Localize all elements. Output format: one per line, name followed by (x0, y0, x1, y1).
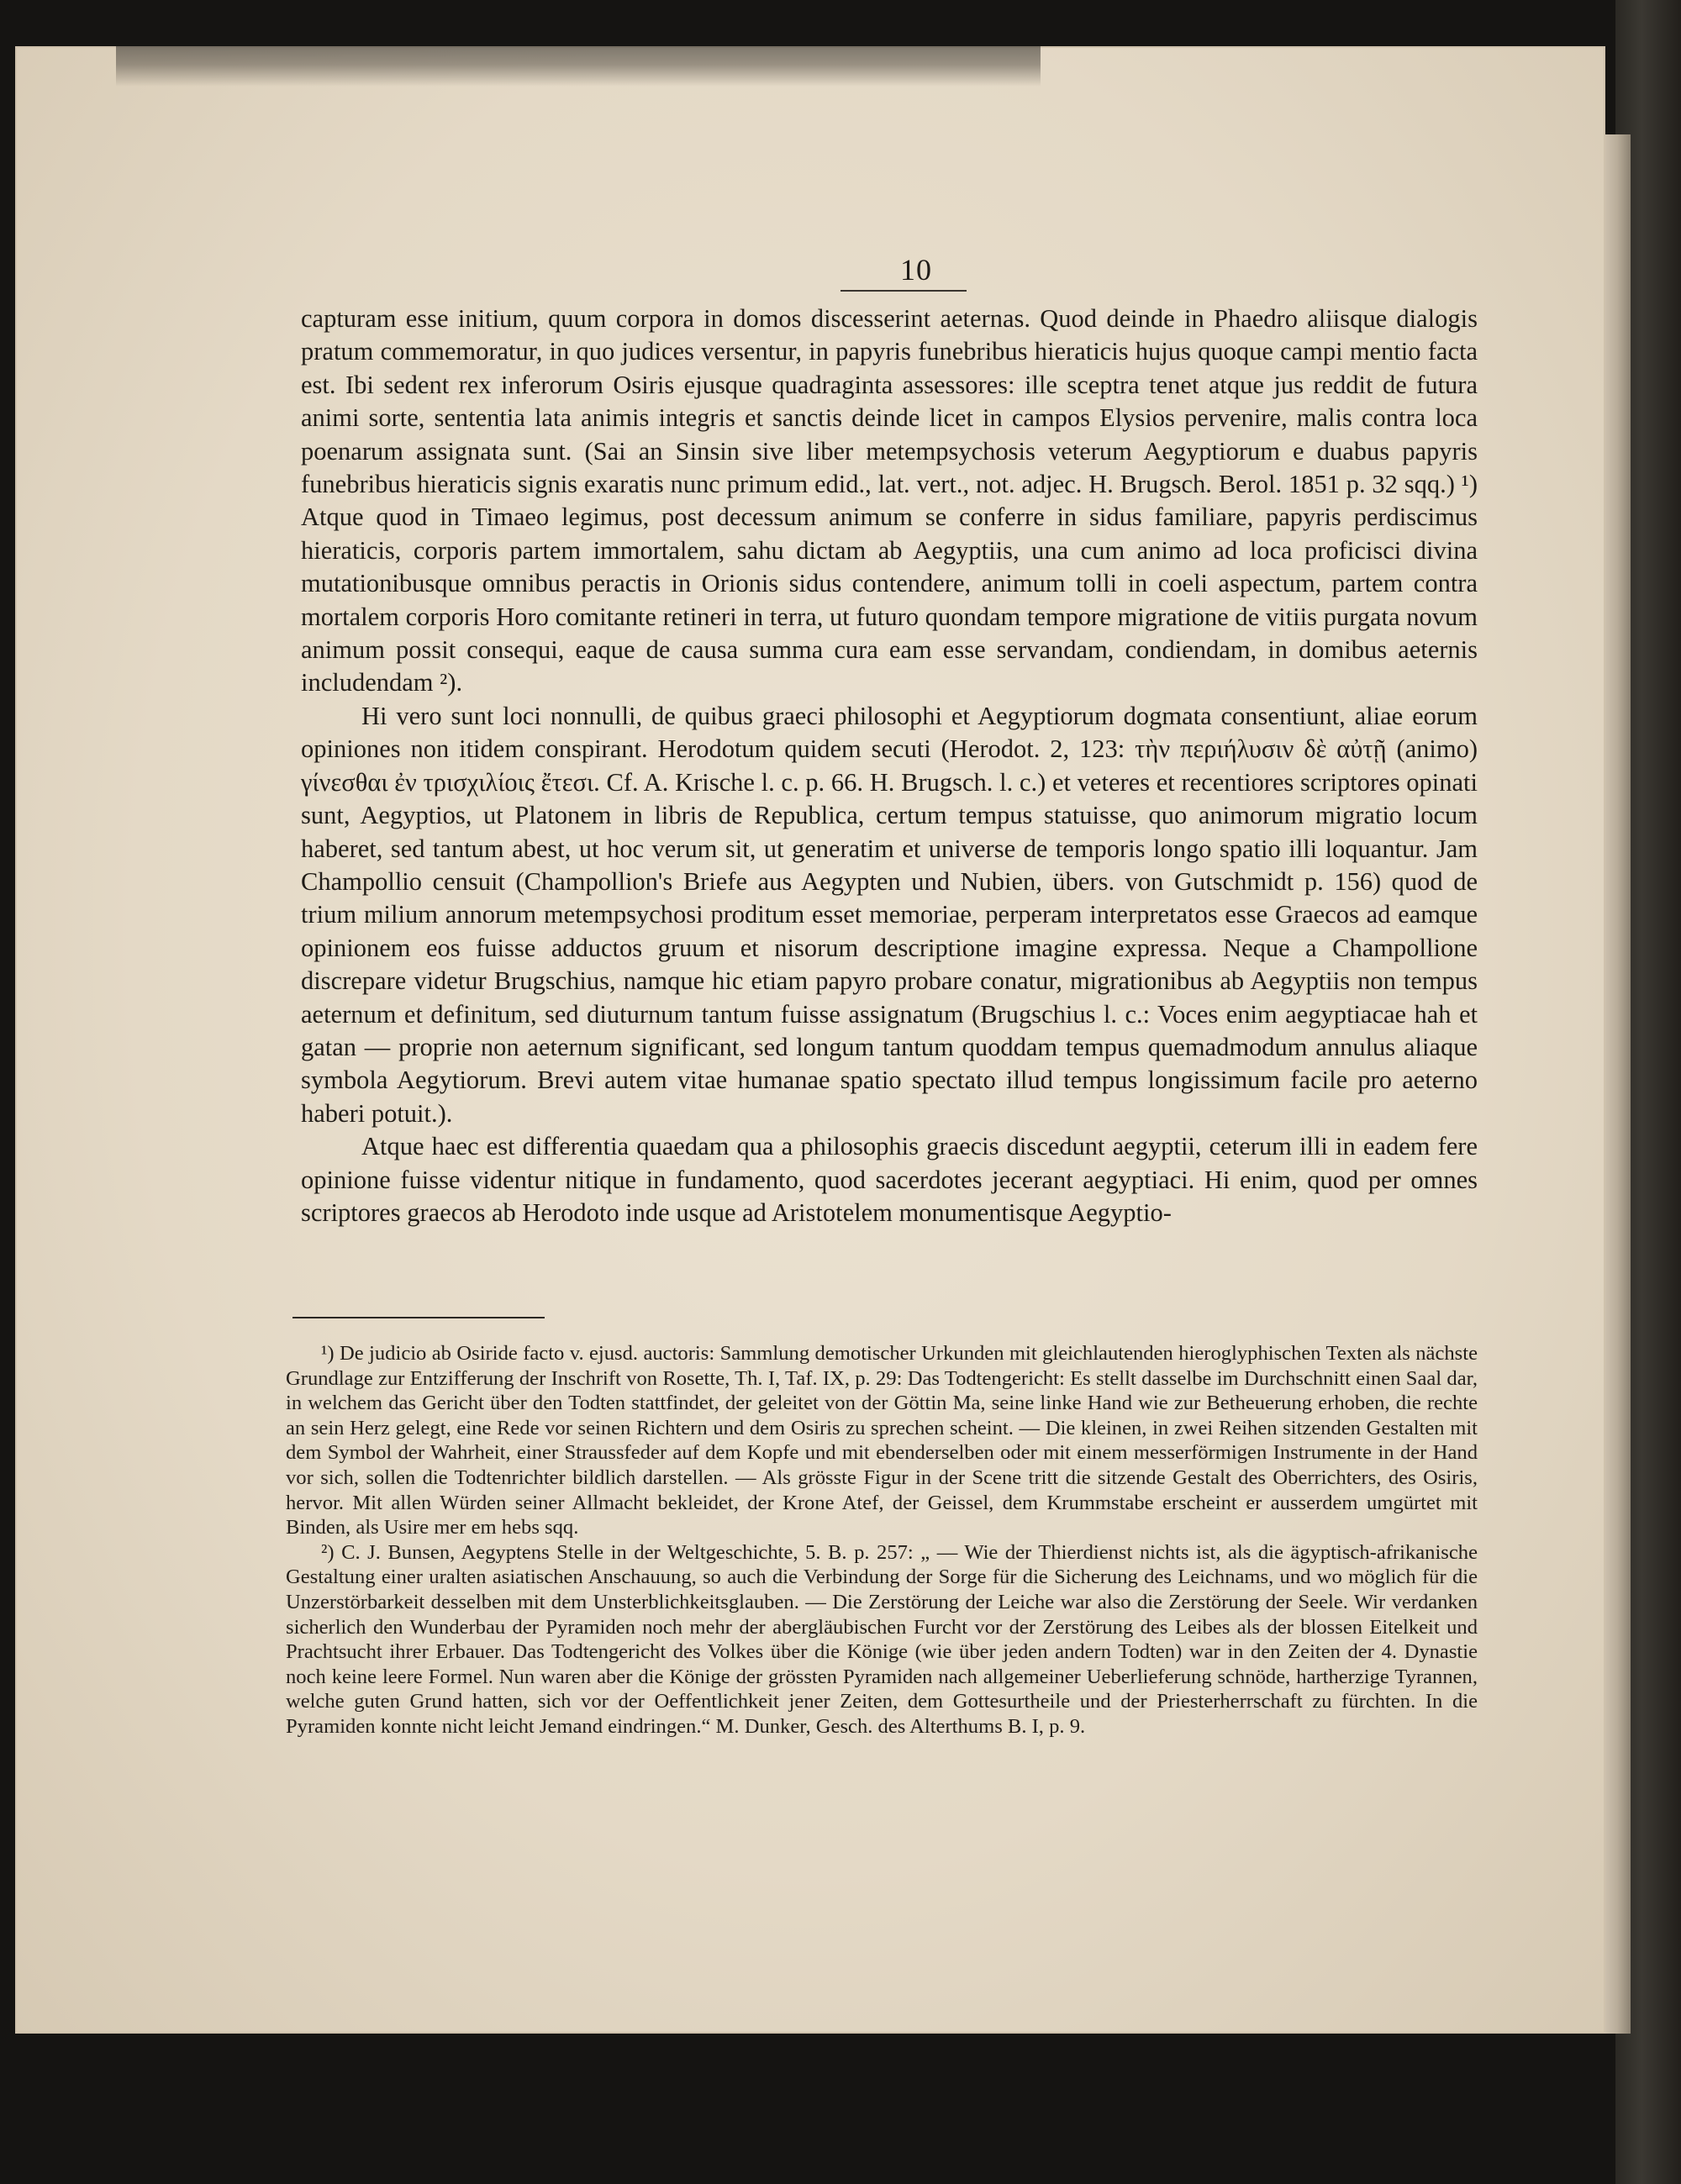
main-text (301, 303, 1478, 1229)
page-number-rule (840, 290, 967, 292)
page-number: 10 (900, 253, 932, 287)
body-paragraph-2: Hi vero sunt loci nonnulli, de quibus graeci philosophi et Aegyptiorum dogmata consentiunt, aliae eorum opiniones non itidem conspirant. Herodotum quidem secuti (Herodot. 2, 123: τὴν περιήλυσιν δὲ αὐτῇ (animo) γίνεσθαι ἐν τρισχιλίοις ἔτεσι. Cf. A. Krische l. c. p. 66. H. Brugsch. l. c.) et veteres et recentiores scriptores opinati sunt, Aegyptios, ut Platonem in libris de Republica, certum tempus statuisse, quo animorum migratio locum haberet, sed tantum abest, ut hoc verum sit, ut generatim et universe de temporis longo spatio illi loquantur. Jam Champollio censuit (Champollion's Briefe aus Aegypten und Nubien, übers. von Gutschmidt p. 156) quod de trium milium annorum metempsychosi proditum esset memoriae, perperam interpretatos esse Graecos ad eamque opinionem eos fuisse adductos gruum et nisorum descriptione imagine expressa. Neque a Champollione discrepare videtur Brugschius, namque hic etiam papyro probare conatur, migrationibus ab Aegyptiis non tempus aeternum et definitum, sed diuturnum tantum fuisse assignatum (Brugschius l. c.: Voces enim aegyptiacae hah et gatan — proprie non aeternum significant, sed longum tantum quoddam tempus quemadmodum annulus aliaque symbola Aegytiorum. Brevi autem vitae humanae spatio spectato illud tempus longissimum facile pro aeterno haberi potuit.). (301, 701, 1478, 1128)
footnote-1: ¹) De judicio ab Osiride facto v. ejusd. auctoris: Sammlung demotischer Urkunden mit gleichlautenden hieroglyphischen Texten als nächste Grundlage zur Entzifferung der Inschrift von Rosette, Th. I, Taf. IX, p. 29: Das Todtengericht: Es stellt dasselbe im Durchschnitt einen Saal dar, in welchem das Gericht über den Todten stattfindet, der geleitet von der Göttin Ma, seine linke Hand wie zur Betheuerung erhoben, die rechte an sein Herz gelegt, eine Rede vor seinen Richtern und dem Osiris zu sprechen scheint. — Die kleinen, in zwei Reihen sitzenden Gestalten mit dem Symbol der Wahrheit, einer Straussfeder auf dem Kopfe und mit ebenderselben oder mit einem messerförmigen Instrumente in der Hand vor sich, sollen die Todtenrichter bildlich darstellen. — Als grösste Figur in der Scene tritt die sitzende Gestalt des Oberrichters, des Osiris, hervor. Mit allen Würden seiner Allmacht bekleidet, der Krone Atef, der Geissel, dem Krummstabe erscheint er ausserdem umgürtet mit Binden, als Usire mer em hebs sqq. (286, 1342, 1478, 1539)
footnotes (286, 1341, 1478, 1739)
footnote-2: ²) C. J. Bunsen, Aegyptens Stelle in der Weltgeschichte, 5. B. p. 257: „ — Wie der Thierdienst nichts ist, als die ägyptisch-afrikanische Gestaltung einer uralten asiatischen Anschauung, so auch die Verbindung der Sorge für die Sicherung des Leichnams, und wo möglich für die Unzerstörbarkeit desselben mit dem Unsterblichkeitsglauben. — Die Zerstörung der Leiche war also die Zerstörung der Seele. Wir verdanken sicherlich den Wunderbau der Pyramiden noch mehr der abergläubischen Furcht vor der Zerstörung des Leibes als der blossen Eitelkeit und Prachtsucht ihrer Erbauer. Das Todtengericht des Volkes über die Könige (wie über jeden andern Todten) war in den Zeiten der 4. Dynastie noch keine leere Formel. Nun waren aber die Könige der grössten Pyramiden nach allgemeiner Ueberlieferung schnöde, hartherzige Tyrannen, welche guten Grund hatten, sich vor der Oeffentlichkeit jener Zeiten, dem Gottesurtheile und der Priesterherrschaft zu fürchten. In die Pyramiden konnte nicht leicht Jemand eindringen.“ M. Dunker, Gesch. des Alterthums B. I, p. 9. (286, 1540, 1478, 1738)
footnote-separator (292, 1317, 545, 1318)
body-paragraph-1: capturam esse initium, quum corpora in domos discesserint aeternas. Quod deinde in Phaedro aliisque dialogis pratum commemoratur, in quo judices versentur, in papyris funebribus hieraticis hujus quoque campi mentio facta est. Ibi sedent rex inferorum Osiris ejusque quadraginta assessores: ille sceptra tenet atque jus reddit de futura animi sorte, sententia lata animis integris et sanctis deinde licet in campos Elysios pervenire, malis contra loca poenarum assignata sunt. (Sai an Sinsin sive liber metempsychosis veterum Aegyptiorum e duabus papyris funebribus hieraticis signis exaratis nunc primum edid., lat. vert., not. adjec. H. Brugsch. Berol. 1851 p. 32 sqq.) ¹) Atque quod in Timaeo legimus, post decessum animum se conferre in sidus familiare, papyris perdiscimus hieraticis, corporis partem immortalem, sahu dictam ab Aegyptiis, una cum animo ad loca proficisci divina mutationibusque omnibus peractis in Orionis sidus contendere, animum tolli in coeli aspectum, partem contra mortalem corporis Horo comitante retineri in terra, ut futuro quondam tempore migratione de vitiis purgata novum animum possit consequi, eaque de causa summa cura eam esse servandam, condiendam, in domibus aeternis includendam ²). (301, 304, 1478, 697)
body-paragraph-3: Atque haec est differentia quaedam qua a philosophis graecis discedunt aegyptii, ceterum illi in eadem fere opinione fuisse videntur nitique in fundamento, quod sacerdotes jecerant aegyptiaci. Hi enim, quod per omnes scriptores graecos ab Herodoto inde usque ad Aristotelem monumentisque Aegyptio- (301, 1132, 1478, 1227)
page-top-damage (116, 46, 1041, 87)
